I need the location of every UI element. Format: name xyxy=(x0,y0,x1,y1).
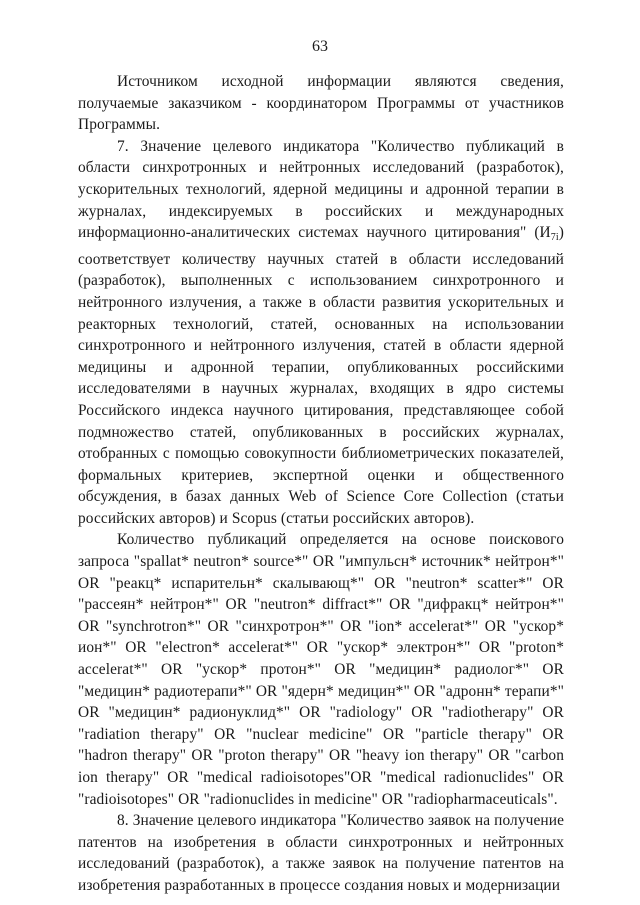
paragraph-search-query: Количество публикаций определяется на основе поискового запроса "spallat* neutron* source*" OR "импульсн* источник* нейтрон*" OR "реакц* испарительн* скалывающ*" OR "neutron* scatter*" OR "рассеян* нейтрон*" OR "neutron* diffract*" OR "дифракц* нейтрон*" OR "synchrotron*" OR "синхротрон*" OR "ion* accelerat*" OR "ускор* ион*" OR "electron* accelerat*" OR "ускор* электрон*" OR "proton* accelerat*" OR "ускор* протон*" OR "медицин* радиолог*" OR "медицин* радиотерапи*" OR "ядерн* медицин*" OR "адронн* терапи*" OR "медицин* радионуклид*" OR "radiology" OR "radiotherapy" OR "radiation therapy" OR "nuclear medicine" OR "particle therapy" OR "hadron therapy" OR "proton therapy" OR "heavy ion therapy" OR "carbon ion therapy" OR "medical radioisotopes"OR "medical radionuclides" OR "radioisotopes" OR "radionuclides in medicine" OR "radiopharmaceuticals". xyxy=(78,531,564,808)
paragraph-indicator-8: 8. Значение целевого индикатора "Количество заявок на получение патентов на изобретения в области синхротронных и нейтронных исследований (разработок), а также заявок на получение патентов на изобретения разработанных в процессе создания новых и модернизации xyxy=(78,812,564,894)
document-body xyxy=(78,71,564,897)
paragraph-indicator-7-tail: ) соответствует количеству научных статей в области исследований (разработок), выполненных с использованием синхротронного и нейтронного излучения, а также в области развития ускорительных и реакторных технологий, статей, основанных на использовании синхротронного и нейтронного излучения, статей в области ядерной медицины и адронной терапии, опубликованных российскими исследователями в научных журналах, входящих в ядро системы Российского индекса научного цитирования, представляющее собой подмножество статей, опубликованных в российских журналах, отобранных с помощью совокупности библиометрических показателей, формальных критериев, экспертной оценки и общественного обсуждения, в базах данных Web of Science Core Collection (статьи российских авторов) и Scopus (статьи российских авторов). xyxy=(78,224,564,527)
paragraph-source-info: Источником исходной информации являются сведения, получаемые заказчиком - координатором Программы от участников Программы. xyxy=(78,73,564,134)
paragraph-indicator-7 xyxy=(78,136,564,530)
page-number: 63 xyxy=(312,38,328,55)
indicator-subscript: 7i xyxy=(550,232,559,244)
paragraph-indicator-7-head: 7. Значение целевого индикатора "Количество публикаций в области синхротронных и нейтронных исследований (разработок), ускорительных технологий, ядерной медицины и адронной терапии в журналах, индексируемых в российских и международных информационно-аналитических системах научного цитирования" (И xyxy=(78,137,564,242)
